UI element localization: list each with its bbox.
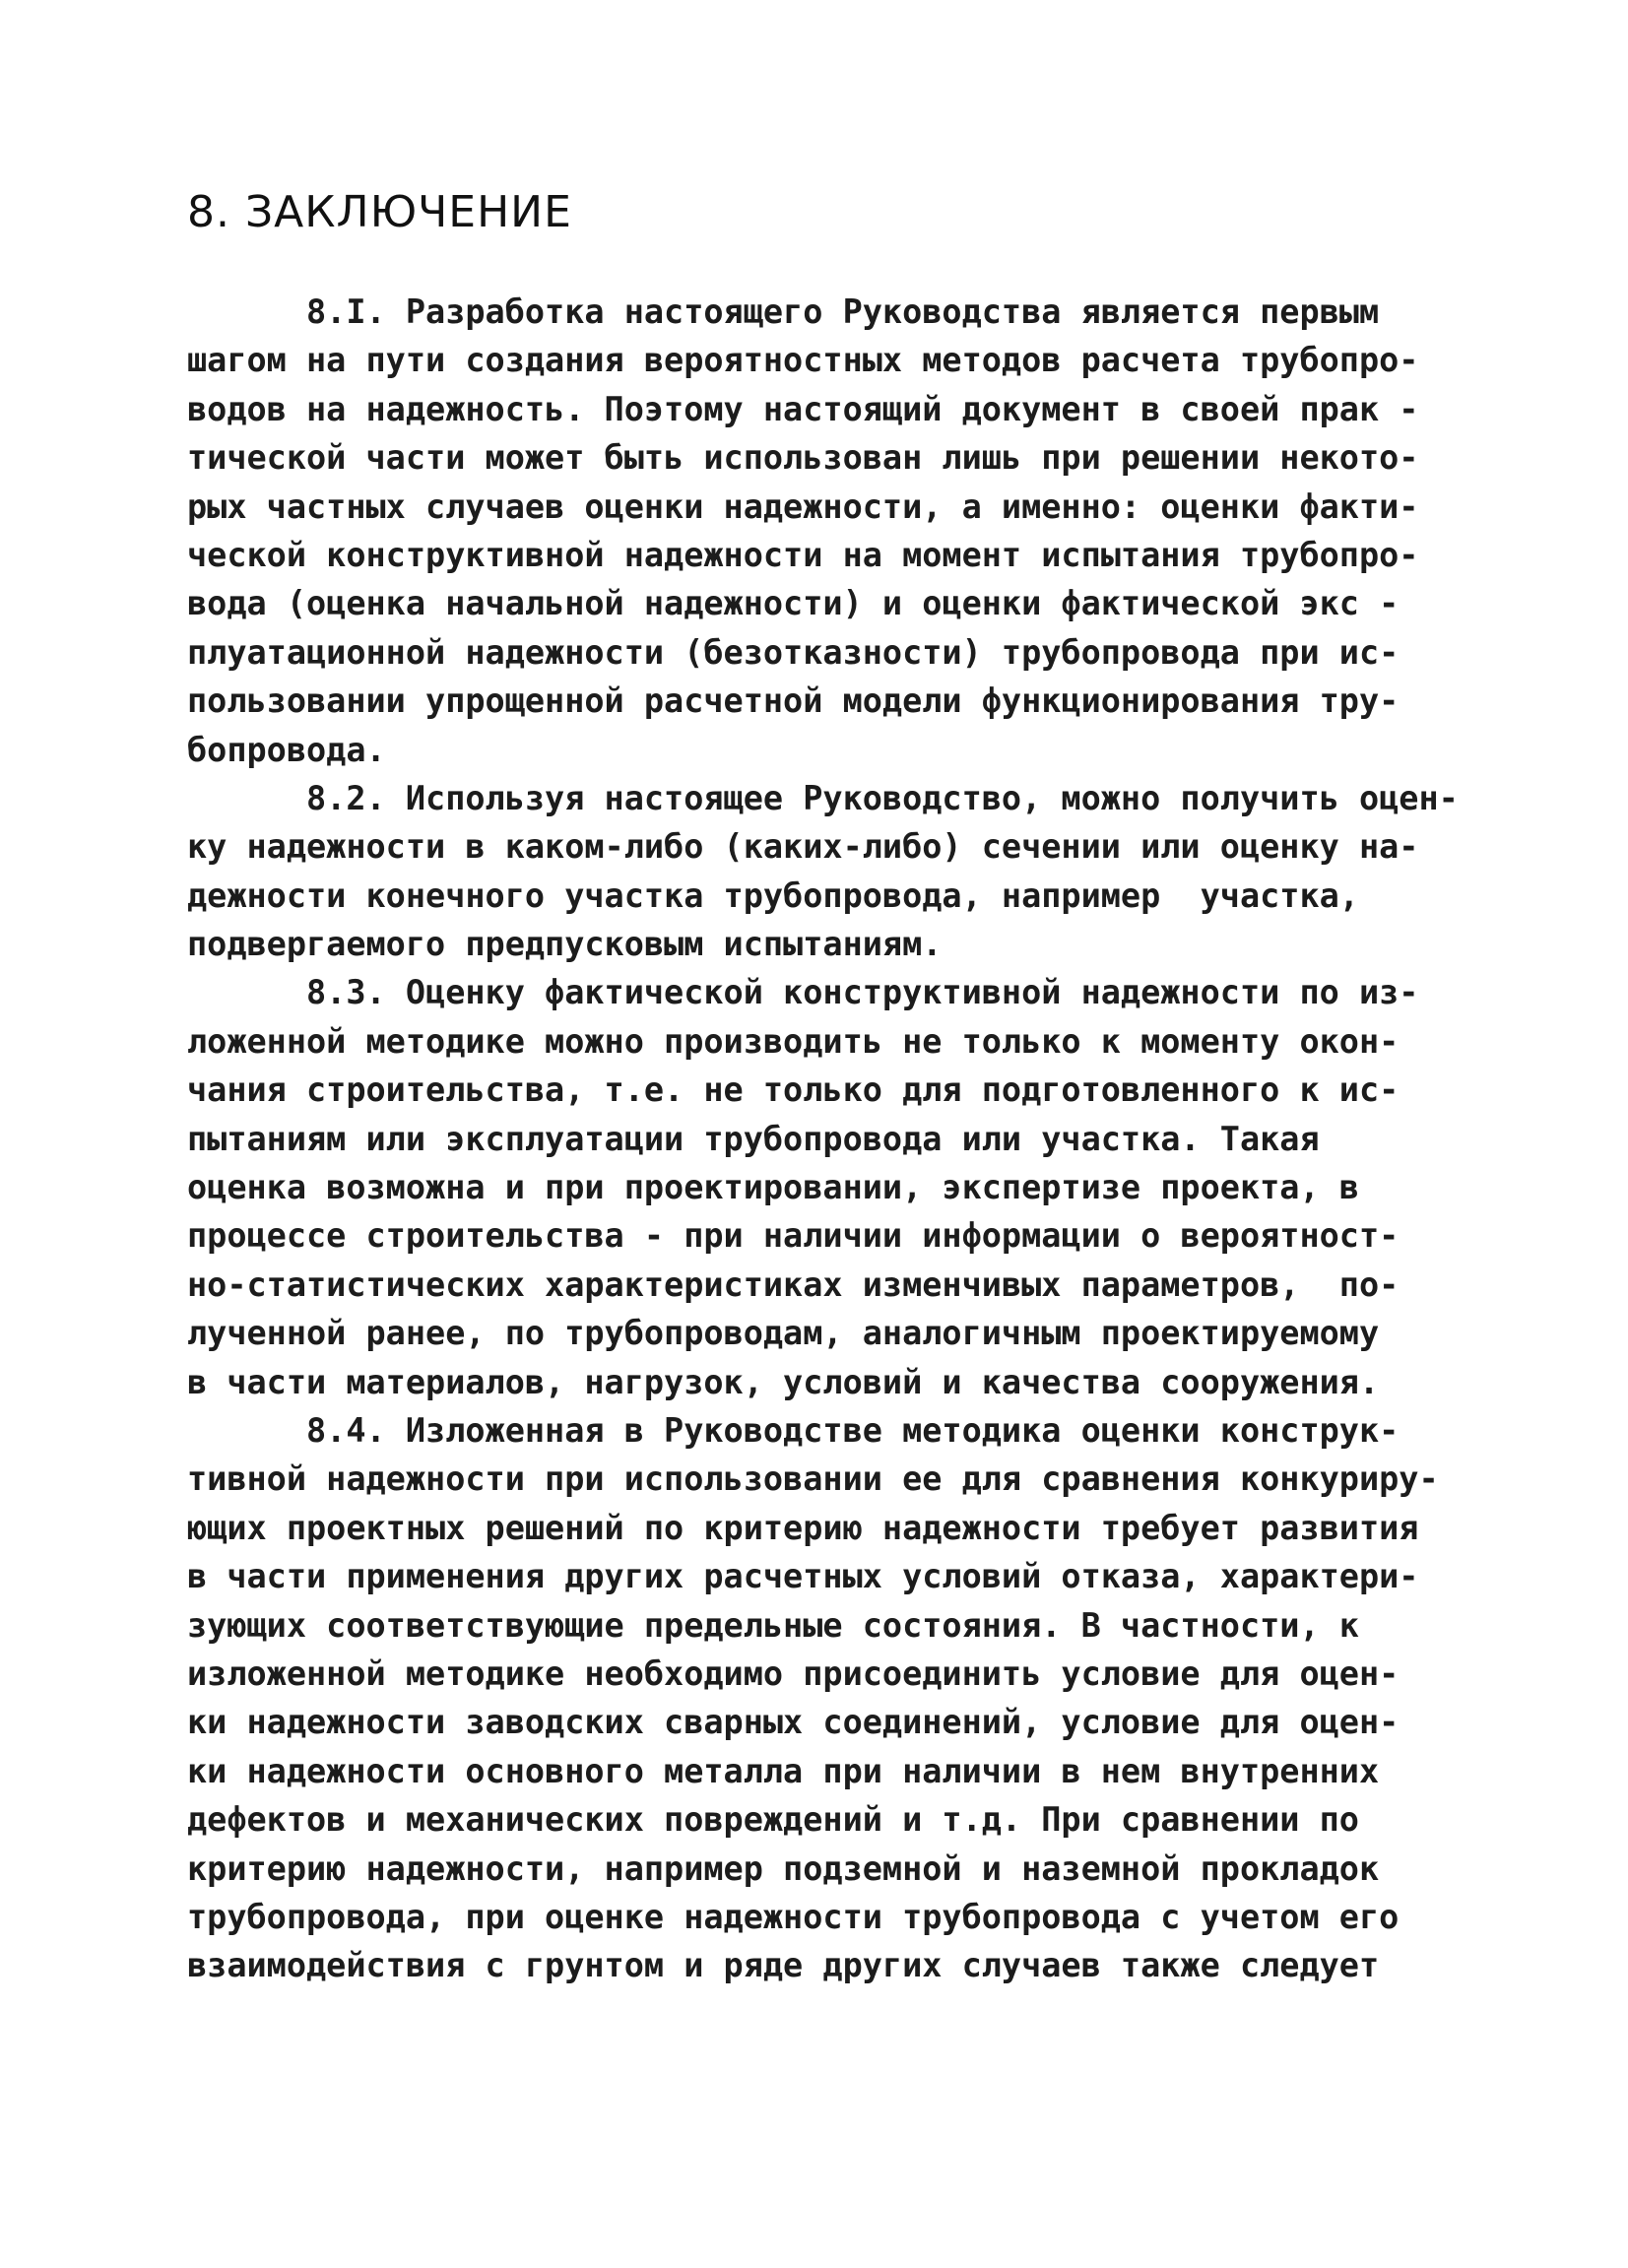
text-line: ческой конструктивной надежности на момент испытания трубопро-	[187, 535, 1419, 574]
text-line: пользовании упрощенной расчетной модели функционирования тру-	[187, 681, 1400, 721]
text-line: трубопровода, при оценке надежности трубопровода с учетом его	[187, 1897, 1400, 1936]
text-line: взаимодействия с грунтом и ряде других случаев также следует	[187, 1946, 1380, 1985]
text-line: шагом на пути создания вероятностных методов расчета трубопро-	[187, 341, 1419, 380]
text-line: тивной надежности при использовании ее для сравнения конкуриру-	[187, 1459, 1439, 1499]
text-line: оценка возможна и при проектировании, экспертизе проекта, в	[187, 1168, 1359, 1207]
text-line: процессе строительства - при наличии информации о вероятност-	[187, 1216, 1400, 1256]
text-line: зующих соответствующие предельные состояния. В частности, к	[187, 1605, 1359, 1645]
section-body	[187, 288, 1467, 1990]
text-line: дефектов и механических повреждений и т.д. При сравнении по	[187, 1800, 1359, 1840]
text-line: тической части может быть использован лишь при решении некото-	[187, 438, 1419, 478]
text-line: плуатационной надежности (безотказности) трубопровода при ис-	[187, 632, 1400, 672]
text-line: в части материалов, нагрузок, условий и качества сооружения.	[187, 1362, 1380, 1401]
text-line: 8.4. Изложенная в Руководстве методика оценки конструк-	[187, 1410, 1400, 1450]
text-line: лученной ранее, по трубопроводам, аналогичным проектируемому	[187, 1314, 1380, 1353]
text-line: бопровода.	[187, 730, 386, 769]
text-line: ки надежности основного металла при наличии в нем внутренних	[187, 1751, 1380, 1790]
text-line: ложенной методике можно производить не только к моменту окон-	[187, 1021, 1400, 1061]
text-line: критерию надежности, например подземной и наземной прокладок	[187, 1848, 1380, 1888]
text-line: рых частных случаев оценки надежности, а именно: оценки факти-	[187, 486, 1419, 526]
text-line: ки надежности заводских сварных соединений, условие для оцен-	[187, 1703, 1400, 1742]
text-line: водов на надежность. Поэтому настоящий документ в своей прак -	[187, 389, 1419, 428]
text-line: вода (оценка начальной надежности) и оценки фактической экс -	[187, 584, 1400, 623]
section-heading: 8. ЗАКЛЮЧЕНИЕ	[187, 187, 572, 237]
text-line: пытаниям или эксплуатации трубопровода или участка. Такая	[187, 1119, 1320, 1158]
text-line: чания строительства, т.е. не только для подготовленного к ис-	[187, 1070, 1400, 1110]
text-line: 8.I. Разработка настоящего Руководства является первым	[187, 292, 1380, 331]
text-line: дежности конечного участка трубопровода, например участка,	[187, 875, 1359, 915]
text-line: изложенной методике необходимо присоединить условие для оцен-	[187, 1653, 1400, 1693]
text-line: но-статистических характеристиках изменчивых параметров, по-	[187, 1264, 1400, 1304]
text-line: подвергаемого предпусковым испытаниям.	[187, 925, 943, 964]
text-line: в части применения других расчетных условий отказа, характери-	[187, 1557, 1419, 1596]
text-line: ющих проектных решений по критерию надежности требует развития	[187, 1508, 1419, 1547]
text-line: 8.2. Используя настоящее Руководство, можно получить оцен-	[187, 778, 1459, 817]
text-line: ку надежности в каком-либо (каких-либо) сечении или оценку на-	[187, 827, 1419, 867]
text-line: 8.3. Оценку фактической конструктивной надежности по из-	[187, 973, 1419, 1012]
